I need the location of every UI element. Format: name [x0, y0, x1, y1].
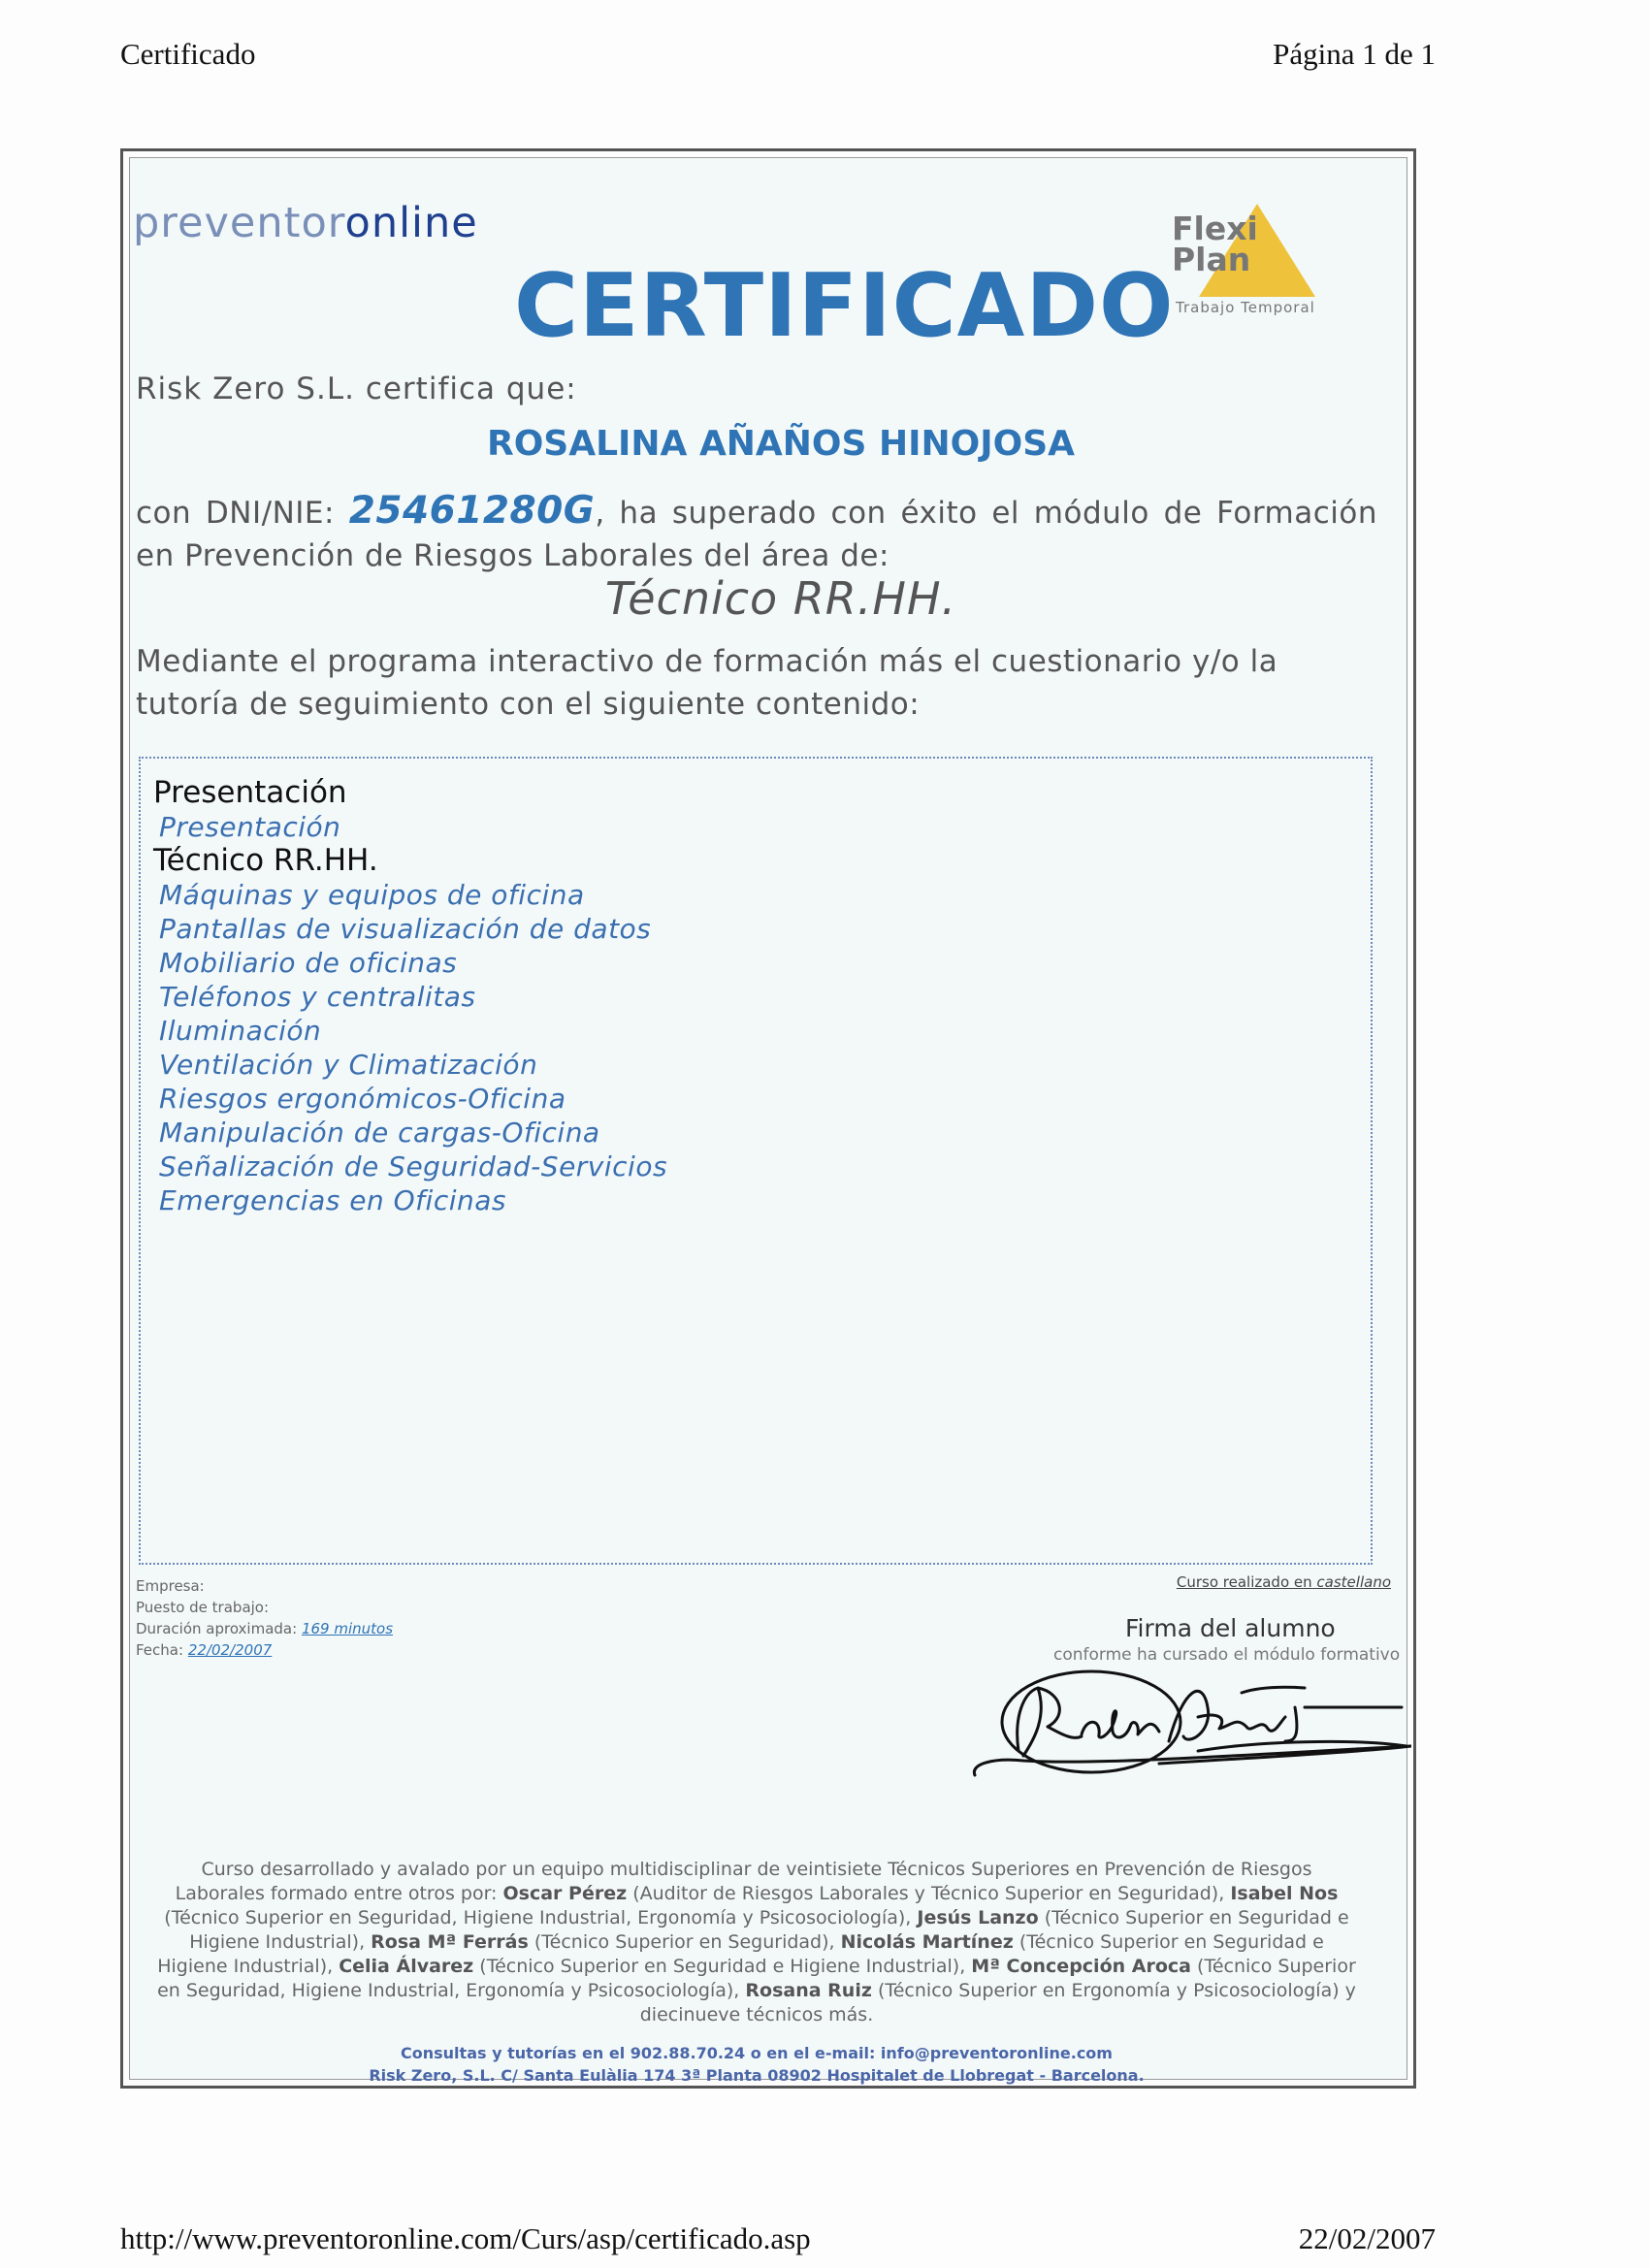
section-title: Técnico RR.HH. [153, 843, 378, 878]
section-title: Presentación [153, 775, 347, 810]
topic-item: Riesgos ergonómicos-Oficina [159, 1083, 566, 1115]
signature-underline [974, 1746, 1411, 1775]
page-number: Página 1 de 1 [1273, 37, 1436, 71]
course-content-box [139, 757, 1373, 1565]
credit-name: Jesús Lanzo [917, 1907, 1039, 1928]
course-content-list [141, 776, 667, 1217]
signature-stroke [1018, 1688, 1082, 1756]
topic-item: Ventilación y Climatización [159, 1049, 538, 1081]
credit-name: Rosana Ruiz [745, 1980, 872, 2001]
student-signature [965, 1649, 1411, 1790]
fecha-row [136, 1639, 393, 1661]
address-line: Risk Zero, S.L. C/ Santa Eulàlia 174 3ª Planta 08902 Hospitalet de Llobregat - Barcelona. [369, 2066, 1145, 2085]
dni-number: 25461280G [348, 489, 596, 533]
topic-item: Mobiliario de oficinas [159, 947, 458, 979]
certifies-text: Risk Zero S.L. certifica que: [136, 372, 577, 406]
credit-role: (Técnico Superior en Seguridad e Higiene Industrial), [189, 1907, 1349, 1953]
language-prefix: Curso realizado en [1176, 1573, 1312, 1591]
credits-paragraph [155, 1858, 1358, 2027]
credit-name: Oscar Pérez [502, 1883, 628, 1904]
signature-subtitle: conforme ha cursado el módulo formativo [1053, 1645, 1401, 1665]
course-metadata [136, 1575, 393, 1661]
topic-item: Máquinas y equipos de oficina [159, 879, 585, 911]
dni-statement [136, 490, 1377, 577]
flexiplan-line2: Plan [1172, 241, 1251, 278]
credit-name: Celia Álvarez [339, 1956, 474, 1977]
topic-item: Manipulación de cargas-Oficina [159, 1117, 600, 1149]
credit-role: (Técnico Superior en Seguridad), [534, 1931, 835, 1953]
credit-role: (Auditor de Riesgos Laborales y Técnico Superior en Seguridad), [632, 1883, 1225, 1904]
duracion-label: Duración aproximada: [136, 1620, 298, 1637]
credit-name: Nicolás Martínez [840, 1931, 1014, 1953]
page-date: 22/02/2007 [1298, 2221, 1436, 2255]
contact-info [155, 2042, 1358, 2087]
course-language [1177, 1573, 1391, 1591]
topic-item: Señalización de Seguridad-Servicios [159, 1150, 668, 1183]
flexiplan-tagline: Trabajo Temporal [1176, 299, 1315, 316]
flexiplan-line1: Flexi [1172, 210, 1258, 247]
credit-name: Mª Concepción Aroca [971, 1956, 1191, 1977]
language-value: castellano [1316, 1573, 1391, 1591]
credit-role: (Técnico Superior en Seguridad e Higiene Industrial), [479, 1956, 966, 1977]
credit-role: (Técnico Superior en Seguridad e Higiene Industrial), [157, 1931, 1324, 1977]
puesto-label: Puesto de trabajo: [136, 1599, 270, 1616]
credit-role: (Técnico Superior en Seguridad, Higiene Industrial, Ergonomía y Psicosociología), [164, 1907, 912, 1928]
fecha-label: Fecha: [136, 1641, 184, 1659]
dni-suffix: , ha superado con éxito el módulo de Formación en Prevención de Riesgos Laborales del área de: [136, 496, 1377, 573]
intro-text: Mediante el programa interactivo de formación más el cuestionario y/o la tutoría de seguimiento con el siguiente contenido: [136, 644, 1278, 722]
credit-name: Isabel Nos [1230, 1883, 1339, 1904]
topic-item: Presentación [159, 811, 341, 843]
signature-stroke [1082, 1711, 1159, 1737]
topic-item: Emergencias en Oficinas [159, 1184, 506, 1216]
fecha-value: 22/02/2007 [187, 1641, 273, 1659]
credit-role: (Técnico Superior en Seguridad, Higiene Industrial, Ergonomía y Psicosociología), [157, 1956, 1356, 2001]
topic-item: Iluminación [159, 1015, 322, 1047]
contact-line: Consultas y tutorías en el 902.88.70.24 o en el e-mail: info@preventoronline.com [401, 2044, 1113, 2062]
credits-intro: Curso desarrollado y avalado por un equipo multidisciplinar de veintisiete Técnicos Superiores en Prevención de Riesgos Laborales formado entre otros por: [175, 1859, 1312, 1904]
flexiplan-logo [1160, 204, 1325, 320]
logo-part-preventor: preventor [133, 199, 345, 247]
signature-title: Firma del alumno [1125, 1614, 1336, 1642]
topic-item: Teléfonos y centralitas [159, 981, 476, 1013]
signature-stroke [1169, 1691, 1285, 1741]
duracion-value: 169 minutos [301, 1620, 394, 1637]
training-area: Técnico RR.HH. [604, 572, 957, 625]
certificate-title: CERTIFICADO [514, 255, 1175, 357]
page-url: http://www.preventoronline.com/Curs/asp/certificado.asp [120, 2221, 811, 2255]
dni-prefix: con DNI/NIE: [136, 496, 335, 531]
credit-name: Rosa Mª Ferrás [371, 1931, 529, 1953]
duracion-row [136, 1618, 393, 1639]
page-header-title: Certificado [120, 37, 256, 71]
signature-stroke [1242, 1687, 1402, 1741]
preventoronline-logo [133, 199, 478, 247]
empresa-label: Empresa: [136, 1577, 205, 1595]
logo-part-online: online [344, 199, 478, 247]
credit-role: (Técnico Superior en Ergonomía y Psicosociología) y diecinueve técnicos más. [639, 1980, 1356, 2025]
recipient-name: ROSALINA AÑAÑOS HINOJOSA [486, 424, 1076, 464]
topic-item: Pantallas de visualización de datos [159, 913, 652, 945]
